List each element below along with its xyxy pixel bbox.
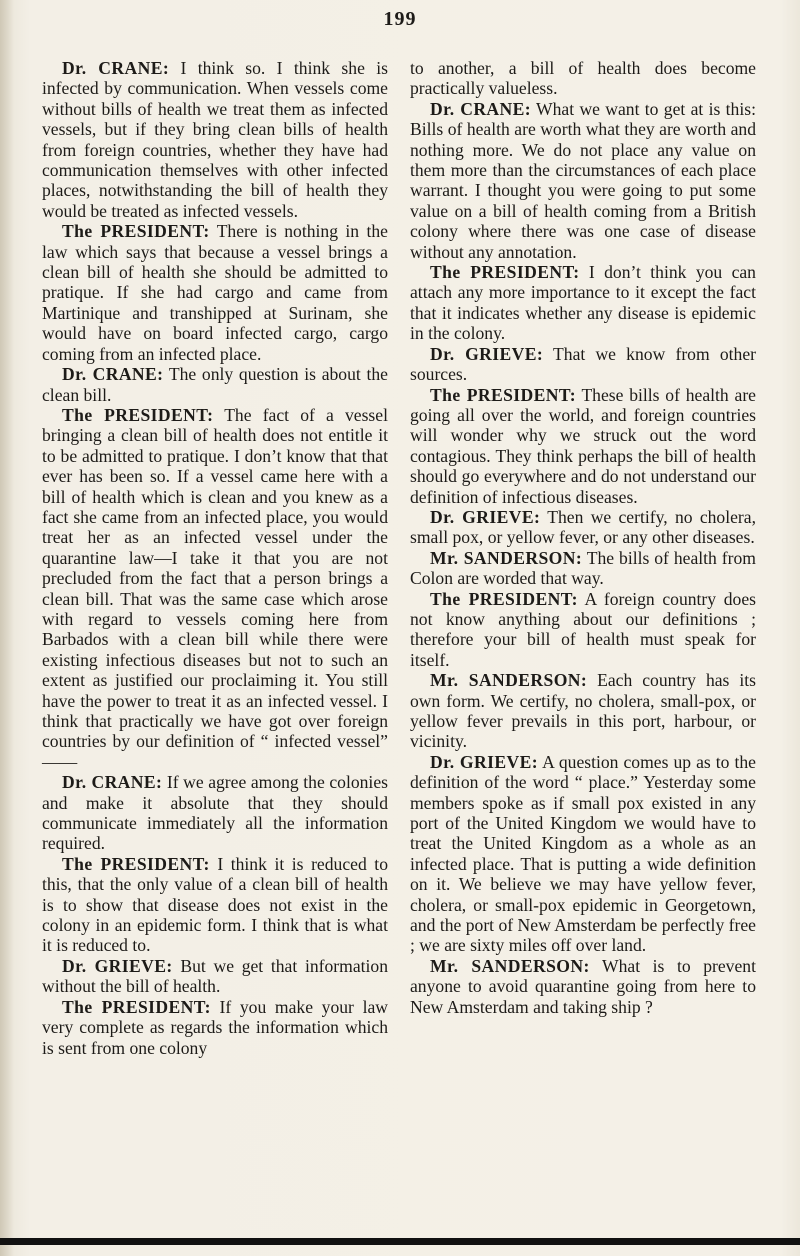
paragraph [42, 956, 388, 997]
paragraph [42, 221, 388, 364]
paragraph-text: A foreign country does not know anything about our definitions ; therefore your bill of health must speak for itself. [410, 588, 756, 670]
paragraph [410, 752, 756, 956]
left-column [42, 58, 388, 1058]
right-column [410, 58, 756, 1017]
paragraph [410, 548, 756, 589]
paragraph-text: I think it is reduced to this, that the only value of a clean bill of health is to show that disease does not exist in the colony in an epidemic form. I think that is what it is reduced to. [42, 853, 388, 956]
speaker-name: The PRESIDENT: [62, 404, 214, 425]
speaker-name: Dr. GRIEVE: [430, 506, 541, 527]
speaker-name: Dr. GRIEVE: [430, 751, 539, 772]
paragraph [410, 99, 756, 262]
paragraph [410, 507, 756, 548]
bottom-rule [0, 1238, 800, 1245]
paragraph [42, 854, 388, 956]
speaker-name: Dr. GRIEVE: [62, 955, 173, 976]
paragraph-text: If we agree among the colonies and make it absolute that they should communicate immediately all the information required. [42, 772, 388, 854]
speaker-name: The PRESIDENT: [430, 384, 576, 405]
paragraph [42, 405, 388, 772]
paragraph-text: But we get that information without the bill of health. [42, 955, 389, 997]
paragraph [42, 364, 388, 405]
paragraph [410, 58, 756, 99]
paragraph [410, 589, 756, 671]
paragraph-text: The only question is about the clean bill. [42, 364, 388, 405]
paragraph-text: I think so. I think she is infected by communication. When vessels come without bills of health we treat them as infected vessels, but if they bring clean bills of health from foreign countries, whether they have had communication themselves with other infected places, notwithstanding the bill of health they would be treated as infected vessels. [42, 58, 388, 221]
speaker-name: Dr. CRANE: [62, 58, 170, 78]
speaker-name: Mr. SANDERSON: [430, 670, 588, 691]
speaker-name: Mr. SANDERSON: [430, 955, 590, 976]
paragraph [410, 262, 756, 344]
paragraph [42, 58, 388, 221]
speaker-name: The PRESIDENT: [430, 588, 578, 609]
paragraph-text: Then we certify, no cholera, small pox, or yellow fever, or any other diseases. [410, 506, 756, 548]
page-number: 199 [383, 8, 417, 30]
paragraph-text: Each country has its own form. We certify, no cholera, small-pox, or yellow fever prevails in this port, harbour, or vicinity. [410, 670, 756, 752]
speaker-name: The PRESIDENT: [62, 996, 211, 1017]
paragraph-text: If you make your law very complete as regards the information which is sent from one colony [42, 996, 388, 1058]
speaker-name: Dr. CRANE: [430, 98, 532, 119]
paragraph-text: There is nothing in the law which says that because a vessel brings a clean bill of health she should be admitted to pratique. If she had cargo and came from Martinique and transhipped at Surinam, she would have on board infected cargo, cargo coming from an infected place. [42, 221, 388, 364]
spine-shadow [0, 0, 14, 1256]
speaker-name: Dr. CRANE: [62, 772, 163, 793]
speaker-name: Dr. CRANE: [62, 364, 164, 385]
speaker-name: The PRESIDENT: [430, 262, 580, 283]
speaker-name: The PRESIDENT: [62, 853, 210, 874]
paragraph [42, 997, 388, 1058]
paragraph-text: to another, a bill of health does become practically valueless. [410, 58, 756, 99]
speaker-name: The PRESIDENT: [62, 221, 210, 242]
paragraph [42, 772, 388, 854]
paragraph [410, 385, 756, 507]
paragraph-text: I don’t think you can attach any more importance to it except the fact that it indicates whether any disease is epidemic in the colony. [410, 262, 756, 344]
speaker-name: Dr. GRIEVE: [430, 343, 544, 364]
paragraph-text: The fact of a vessel bringing a clean bill of health does not entitle it to be admitted to pratique. I don’t know that that ever has been so. If a vessel came here with a bill of health which is clean and you knew as a fact she came from an infected place, you would treat her as an infected vessel under the quarantine law—I take it that you are not precluded from the fact that a person brings a clean bill. That was the same case which arose with regard to vessels coming here from Barbados with a clean bill while there were existing infectious diseases but not to such an extent as justified our proclaiming it. You still have the power to treat it as an infected vessel. I think that practically we have got over foreign countries by our definition of “ infected vessel” —— [42, 404, 388, 772]
paragraph-text: What is to prevent anyone to avoid quarantine going from here to New Amsterdam and taking ship ? [410, 955, 756, 1017]
paragraph-text: These bills of health are going all over the world, and foreign countries will wonder why we struck out the word contagious. They think perhaps the bill of health should go everywhere and do not understand our definition of infectious diseases. [410, 384, 756, 507]
paragraph-text: A question comes up as to the definition of the word “ place.” Yesterday some members spoke as if small pox existed in any port of the United Kingdom we would have to treat the United Kingdom as a whole as an infected place. That is putting a wide definition on it. We believe we may have yellow fever, cholera, or small-pox epidemic in Georgetown, and the port of New Amsterdam be perfectly free ; we are sixty miles off over land. [410, 751, 756, 956]
paragraph-text: That we know from other sources. [410, 343, 756, 385]
paragraph [410, 956, 756, 1017]
paragraph [410, 670, 756, 752]
speaker-name: Mr. SANDERSON: [430, 547, 583, 568]
paragraph-text: The bills of health from Colon are worded that way. [410, 547, 756, 589]
paragraph-text: What we want to get at is this: Bills of health are worth what they are worth and nothing more. We do not place any value on them more than the circumstances of each place warrant. I thought you were going to put some value on a bill of health coming from a British colony where there was one case of disease without any annotation. [410, 98, 756, 262]
paragraph [410, 344, 756, 385]
